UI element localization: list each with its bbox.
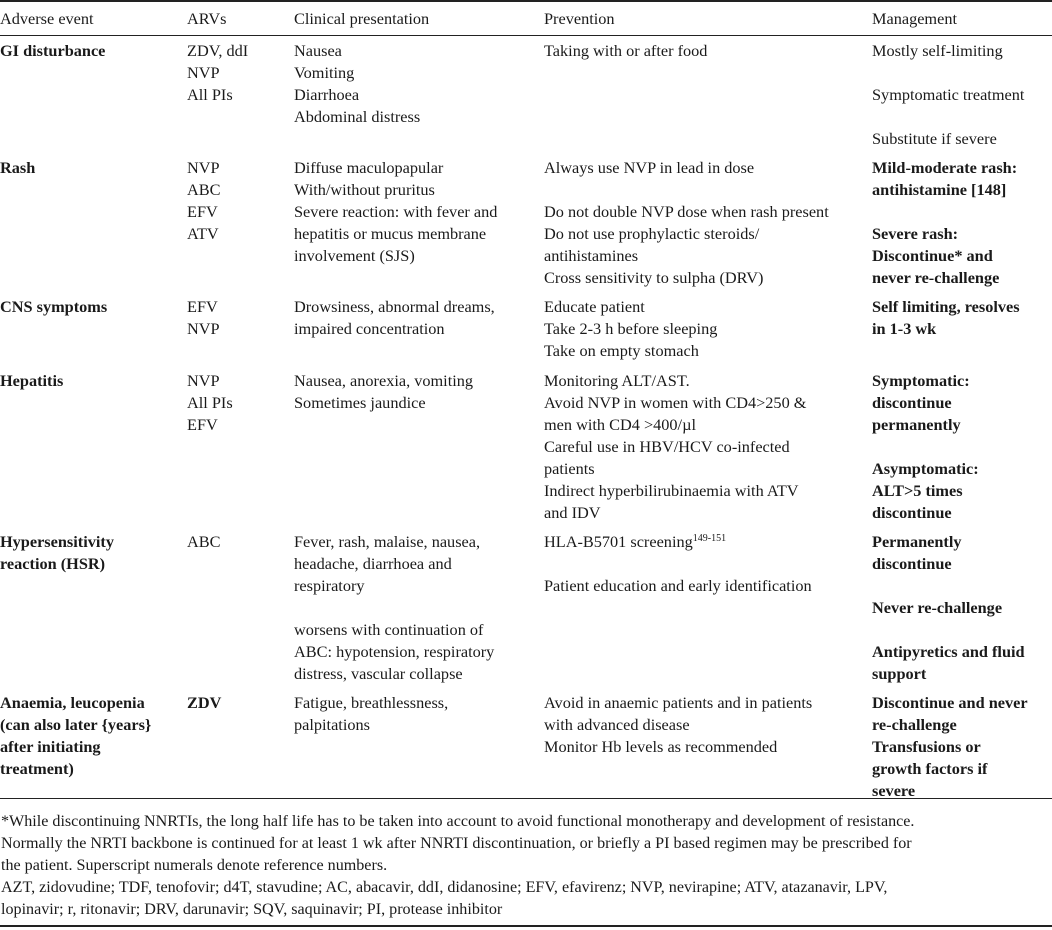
line-spacer: [872, 106, 1052, 128]
arvs-line: ZDV, ddI: [187, 41, 249, 60]
management-line: Discontinue and never: [872, 693, 1028, 712]
line-spacer: [544, 553, 872, 575]
arvs-line: EFV: [187, 297, 218, 316]
clinical-line: worsens with continuation of: [294, 620, 484, 639]
line-spacer: [872, 619, 1052, 641]
management-cell: [872, 293, 1052, 367]
table-bottom-rule: [0, 925, 1052, 927]
prevention-cell: [544, 528, 872, 689]
event-line: Anaemia, leucopenia: [0, 693, 145, 712]
management-line: Symptomatic treatment: [872, 85, 1025, 104]
line-spacer: [872, 575, 1052, 597]
prevention-line: patients: [544, 459, 595, 478]
event-cell: [0, 293, 187, 367]
arvs-line: NVP: [187, 63, 220, 82]
arvs-line: ABC: [187, 180, 221, 199]
table-row: [0, 689, 1052, 802]
line-spacer: [294, 597, 544, 619]
reference-superscript: 149-151: [692, 533, 727, 544]
management-line: Permanently: [872, 532, 962, 551]
event-line: treatment): [0, 759, 74, 778]
arvs-cell: [187, 367, 294, 528]
event-cell: [0, 154, 187, 293]
clinical-line: Diarrhoea: [294, 85, 360, 104]
management-line: Never re-challenge: [872, 598, 1003, 617]
clinical-line: palpitations: [294, 715, 370, 734]
clinical-line: headache, diarrhoea and: [294, 554, 452, 573]
arvs-line: ABC: [187, 532, 221, 551]
event-line: GI disturbance: [0, 41, 106, 60]
arvs-line: ZDV: [187, 693, 222, 712]
management-line: in 1-3 wk: [872, 319, 937, 338]
management-line: Severe rash:: [872, 224, 959, 243]
clinical-line: Fever, rash, malaise, nausea,: [294, 532, 481, 551]
prevention-line: Patient education and early identification: [544, 576, 812, 595]
management-line: permanently: [872, 415, 961, 434]
clinical-line: Diffuse maculopapular: [294, 158, 444, 177]
table-row: [0, 154, 1052, 293]
prevention-cell: [544, 154, 872, 293]
arvs-line: NVP: [187, 319, 220, 338]
management-line: severe: [872, 781, 916, 800]
clinical-line: involvement (SJS): [294, 246, 415, 265]
line-spacer: [872, 62, 1052, 84]
clinical-cell: [294, 37, 544, 154]
prevention-line: Careful use in HBV/HCV co-infected: [544, 437, 790, 456]
clinical-line: Nausea, anorexia, vomiting: [294, 371, 474, 390]
clinical-line: distress, vascular collapse: [294, 664, 463, 683]
arvs-cell: [187, 154, 294, 293]
event-line: Hepatitis: [0, 371, 64, 390]
clinical-cell: [294, 293, 544, 367]
header-prevention: Prevention: [544, 8, 615, 28]
clinical-line: With/without pruritus: [294, 180, 435, 199]
management-line: ALT>5 times: [872, 481, 963, 500]
prevention-line: Monitor Hb levels as recommended: [544, 737, 778, 756]
footnote-line: the patient. Superscript numerals denote reference numbers.: [1, 857, 388, 874]
clinical-line: Vomiting: [294, 63, 355, 82]
clinical-line: Severe reaction: with fever and: [294, 202, 498, 221]
arvs-line: All PIs: [187, 393, 233, 412]
management-line: re-challenge: [872, 715, 957, 734]
management-line: Substitute if severe: [872, 129, 997, 148]
management-line: Asymptomatic:: [872, 459, 979, 478]
prevention-line: men with CD4 >400/µl: [544, 415, 696, 434]
arvs-line: ATV: [187, 224, 219, 243]
clinical-line: Sometimes jaundice: [294, 393, 426, 412]
clinical-line: hepatitis or mucus membrane: [294, 224, 487, 243]
management-line: support: [872, 664, 927, 683]
management-cell: [872, 528, 1052, 689]
arvs-line: EFV: [187, 202, 218, 221]
management-cell: [872, 367, 1052, 528]
prevention-line: Indirect hyperbilirubinaemia with ATV: [544, 481, 799, 500]
management-line: Mostly self-limiting: [872, 41, 1003, 60]
event-cell: [0, 367, 187, 528]
clinical-line: Fatigue, breathlessness,: [294, 693, 449, 712]
footnote-line: Normally the NRTI backbone is continued for at least 1 wk after NNRTI discontinuation, or briefly a PI based regimen may be prescribed for: [1, 835, 912, 852]
clinical-line: Drowsiness, abnormal dreams,: [294, 297, 495, 316]
management-line: antihistamine [148]: [872, 180, 1007, 199]
footnote-line: *While discontinuing NNRTIs, the long half life has to be taken into account to avoid functional monotherapy and development of resistance.: [1, 813, 915, 830]
clinical-line: ABC: hypotension, respiratory: [294, 642, 495, 661]
management-line: Antipyretics and fluid: [872, 642, 1025, 661]
arvs-line: EFV: [187, 415, 218, 434]
arvs-line: NVP: [187, 158, 220, 177]
arvs-cell: [187, 37, 294, 154]
prevention-line: Avoid in anaemic patients and in patients: [544, 693, 813, 712]
clinical-line: Nausea: [294, 41, 342, 60]
prevention-cell: [544, 293, 872, 367]
clinical-line: Abdominal distress: [294, 107, 421, 126]
abbreviations-line: AZT, zidovudine; TDF, tenofovir; d4T, stavudine; AC, abacavir, ddI, didanosine; EFV, efavirenz; NVP, nevirapine; ATV, atazanavir, LPV,: [1, 879, 888, 896]
management-line: Transfusions or: [872, 737, 981, 756]
prevention-line: Do not double NVP dose when rash present: [544, 202, 829, 221]
management-cell: [872, 154, 1052, 293]
prevention-line: Take on empty stomach: [544, 341, 699, 360]
line-spacer: [872, 201, 1052, 223]
screening-line: [544, 531, 872, 553]
clinical-line: impaired concentration: [294, 319, 445, 338]
management-line: Mild-moderate rash:: [872, 158, 1018, 177]
header-clinical-presentation: Clinical presentation: [294, 8, 430, 28]
event-line: CNS symptoms: [0, 297, 108, 316]
arvs-cell: [187, 293, 294, 367]
prevention-cell: [544, 367, 872, 528]
management-line: growth factors if: [872, 759, 988, 778]
prevention-line: Educate patient: [544, 297, 645, 316]
line-spacer: [544, 179, 872, 201]
table-row: [0, 367, 1052, 528]
line-spacer: [872, 436, 1052, 458]
prevention-line: Take 2-3 h before sleeping: [544, 319, 718, 338]
clinical-cell: [294, 367, 544, 528]
abbreviations-line: lopinavir; r, ritonavir; DRV, darunavir; SQV, saquinavir; PI, protease inhibitor: [1, 901, 503, 918]
table-footnotes: [1, 811, 1052, 921]
event-line: Hypersensitivity: [0, 532, 114, 551]
management-line: discontinue: [872, 554, 952, 573]
management-line: discontinue: [872, 393, 952, 412]
prevention-line: Cross sensitivity to sulpha (DRV): [544, 268, 764, 287]
management-cell: [872, 37, 1052, 154]
management-line: Symptomatic:: [872, 371, 970, 390]
event-line: reaction (HSR): [0, 554, 106, 573]
table-row: [0, 293, 1052, 367]
prevention-line: Always use NVP in lead in dose: [544, 158, 755, 177]
prevention-line: Taking with or after food: [544, 41, 708, 60]
table-row: [0, 37, 1052, 154]
prevention-line: Do not use prophylactic steroids/: [544, 224, 760, 243]
management-line: Self limiting, resolves: [872, 297, 1020, 316]
clinical-cell: [294, 154, 544, 293]
clinical-cell: [294, 689, 544, 802]
clinical-cell: [294, 528, 544, 689]
event-line: (can also later {years}: [0, 715, 152, 734]
event-cell: [0, 37, 187, 154]
header-adverse-event: Adverse event: [0, 8, 94, 28]
table-row: [0, 528, 1052, 689]
header-arvs: ARVs: [187, 8, 227, 28]
event-line: Rash: [0, 158, 36, 177]
management-cell: [872, 689, 1052, 802]
management-line: discontinue: [872, 503, 952, 522]
header-row: [0, 0, 1052, 37]
prevention-cell: [544, 37, 872, 154]
prevention-cell: [544, 689, 872, 802]
header-management: Management: [872, 8, 957, 28]
prevention-line: Monitoring ALT/AST.: [544, 371, 690, 390]
event-cell: [0, 689, 187, 802]
arvs-cell: [187, 689, 294, 802]
prevention-line: Avoid NVP in women with CD4>250 &: [544, 393, 807, 412]
arvs-cell: [187, 528, 294, 689]
arvs-line: NVP: [187, 371, 220, 390]
prevention-line: antihistamines: [544, 246, 639, 265]
management-line: never re-challenge: [872, 268, 1000, 287]
arvs-line: All PIs: [187, 85, 233, 104]
prevention-line: with advanced disease: [544, 715, 690, 734]
screening-text: HLA-B5701 screening: [544, 532, 693, 551]
management-line: Discontinue* and: [872, 246, 993, 265]
clinical-line: respiratory: [294, 576, 365, 595]
event-cell: [0, 528, 187, 689]
event-line: after initiating: [0, 737, 101, 756]
prevention-line: and IDV: [544, 503, 601, 522]
